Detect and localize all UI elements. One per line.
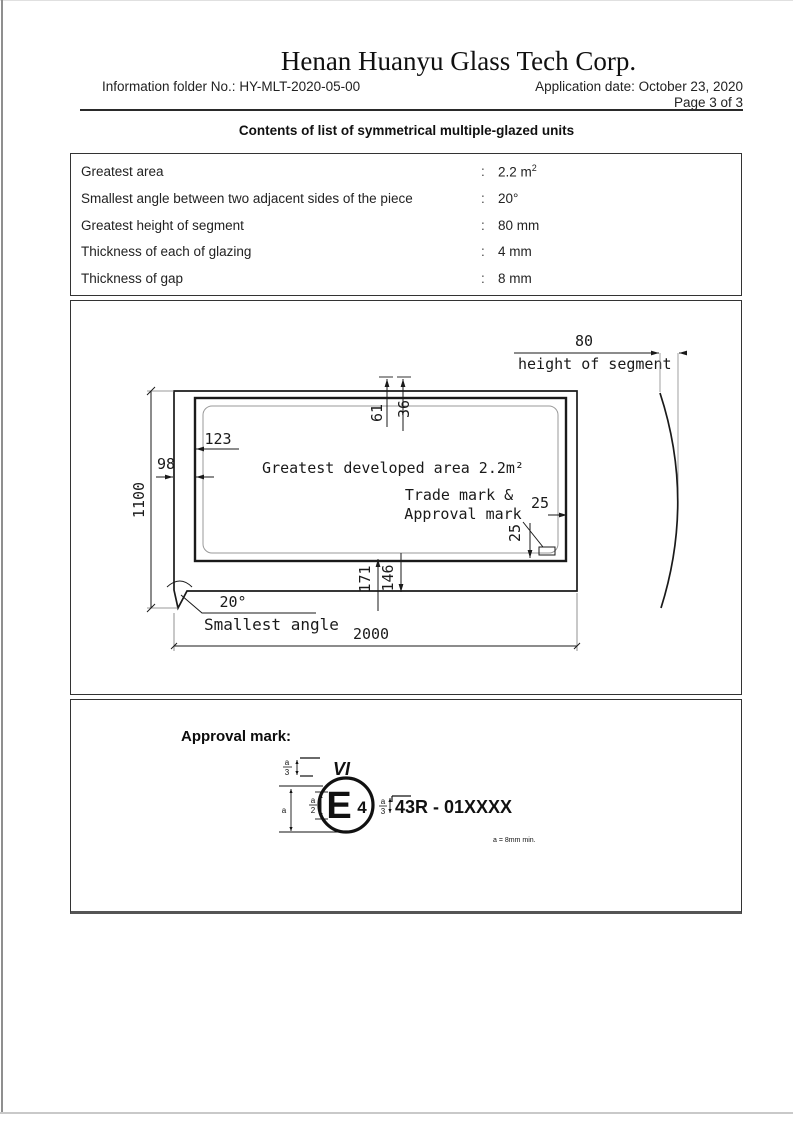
header-rule: [80, 109, 743, 111]
approval-mark-panel: [70, 699, 742, 914]
application-date: Application date: October 23, 2020: [535, 79, 743, 94]
trademark-position-box: [539, 547, 555, 555]
page-edge-top: [0, 0, 793, 1]
glazing-class-label: VI: [333, 759, 351, 779]
table-row: [71, 244, 741, 259]
trademark-label-line2: Approval mark: [404, 505, 522, 523]
glazing-unit-drawing: [71, 301, 740, 693]
spec-label: Greatest area: [81, 164, 164, 180]
e-mark-number: 4: [357, 798, 367, 817]
smallest-angle-label: Smallest angle: [204, 615, 339, 634]
spec-colon: :: [481, 164, 485, 180]
spec-label: Greatest height of segment: [81, 217, 244, 233]
frac-a3b-bot: 3: [380, 807, 386, 816]
angle-leader-line: [181, 595, 316, 613]
spec-value: 4 mm: [498, 244, 532, 260]
spec-label: Smallest angle between two adjacent sides of the piece: [81, 191, 413, 207]
dim-36-label: 36: [395, 399, 413, 419]
table-row: [71, 271, 741, 286]
spec-colon: :: [481, 191, 485, 207]
spec-value-text: 2.2 m: [498, 164, 532, 180]
spec-value: [498, 163, 537, 180]
table-row: [71, 163, 741, 180]
spec-value: 8 mm: [498, 271, 532, 287]
height-of-segment-label: height of segment: [518, 355, 672, 373]
frac-a2-bot: 2: [310, 806, 316, 815]
e-mark-letter: E: [326, 785, 352, 827]
page-edge-left: [1, 0, 3, 1113]
developed-area-label: Greatest developed area 2.2m²: [262, 459, 524, 477]
trademark-label-line1: Trade mark &: [404, 486, 514, 504]
spec-table: [70, 153, 742, 296]
company-title: Henan Huanyu Glass Tech Corp.: [280, 46, 637, 76]
approval-mark-drawing: [271, 750, 571, 855]
dim-146-label: 146: [379, 564, 397, 592]
trademark-leader-line: [523, 522, 543, 547]
document-subtitle: Contents of list of symmetrical multiple-glazed units: [238, 123, 575, 138]
curved-glass-profile: [660, 393, 678, 608]
size-note: a = 8mm min.: [493, 837, 536, 844]
table-row: [71, 191, 741, 206]
dim-2000-label: 2000: [352, 625, 390, 643]
approval-heading: Approval mark:: [181, 728, 292, 745]
dim-123-label: 123: [204, 430, 232, 448]
glazing-sealed-edge: [203, 403, 558, 553]
spec-colon: :: [481, 217, 485, 233]
page-edge-bottom: [0, 1112, 793, 1114]
dim-a-label: a: [281, 806, 287, 815]
folder-number: Information folder No.: HY-MLT-2020-05-00: [102, 79, 361, 94]
technical-drawing-panel: [70, 300, 742, 695]
dim-25v-label: 25: [506, 523, 524, 543]
frac-a3b-top: a: [380, 797, 386, 806]
table-row: [71, 218, 741, 233]
spec-colon: :: [481, 271, 485, 287]
angle-value-label: 20°: [219, 593, 247, 611]
spec-value: 80 mm: [498, 217, 540, 233]
dim-171-label: 171: [356, 565, 374, 593]
spec-colon: :: [481, 244, 485, 260]
approval-code: 43R - 01XXXX: [395, 797, 513, 817]
spec-value-sup: 2: [531, 162, 537, 173]
spec-value: 20°: [498, 191, 519, 207]
spec-label: Thickness of each of glazing: [81, 244, 252, 260]
glazing-unit-outline: [174, 391, 577, 608]
dim-61-label: 61: [368, 403, 386, 423]
dim-80-label: 80: [574, 332, 594, 350]
spec-label: Thickness of gap: [81, 271, 184, 287]
frac-a3-top: a: [284, 758, 290, 767]
frac-a3-bot: 3: [284, 768, 290, 777]
dim-98-label: 98: [156, 455, 176, 473]
dim-1100-label: 1100: [130, 481, 148, 519]
dim-25h-label: 25: [530, 494, 550, 512]
frac-a2-top: a: [310, 796, 316, 805]
page-number: Page 3 of 3: [673, 95, 743, 110]
angle-arc: [167, 581, 192, 587]
